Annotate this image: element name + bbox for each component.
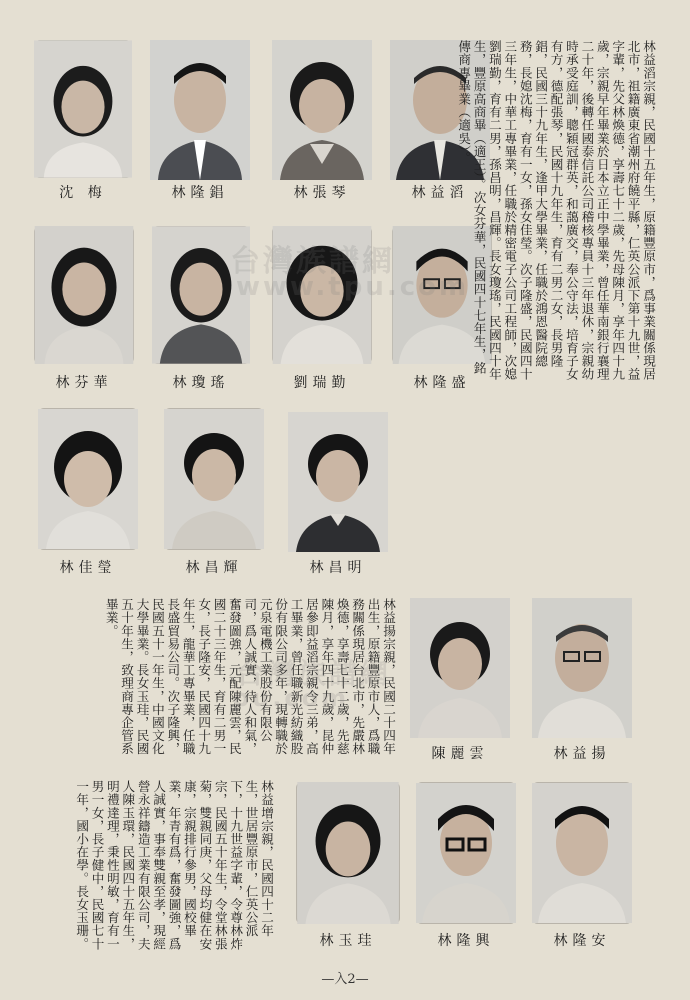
portrait-photo (34, 226, 134, 364)
portrait-photo (272, 40, 372, 180)
portrait-photo (296, 782, 400, 924)
portrait-photo (164, 408, 264, 550)
photo-caption: 林益滔 (411, 185, 469, 201)
biography-text: 林益增宗親，民國四十二年生，世居豐原市，仁英公派下，十九世益字輩，令尊林炸宗，民國五十年生，令堂林張菊，雙親同庚，父母均健在安康，宗親排行參男，國校畢業，年青有爲，奮發圖強，爲人誠實，事奉雙親至孝，現經營永祥鑄造工業有限公司，夫人陳玉環，民國四十五年生，明禮達理，秉性明敏，育有一男一女，長子健中，民國七十一年，國小在學。長女玉珊。 (74, 780, 274, 951)
photo-caption: 沈 梅 (59, 185, 107, 201)
photo-caption: 林隆錩 (171, 185, 229, 201)
portrait-photo (38, 408, 138, 550)
portrait-photo (410, 598, 510, 738)
photo-caption: 劉瑞勤 (293, 375, 351, 391)
photo-caption: 林益揚 (553, 746, 611, 762)
portrait-photo (150, 40, 250, 180)
portrait-photo (288, 412, 388, 552)
watermark: pu.com (232, 684, 350, 712)
photo-caption: 林瓊瑤 (172, 375, 230, 391)
photo-caption: 陳麗雲 (431, 746, 489, 762)
photo-caption: 林昌明 (309, 560, 367, 576)
watermark: 台灣族譜網 (236, 657, 392, 690)
biography-text: 林益揚宗親，民國二十四年出生，原籍豐原市人，爲職務關係現居台北市，先嚴林煥德，享壽七十二歲，先慈陳月，享年四十九歲，昆仲居參即益滔宗親令三弟，高工畢業，曾任職新光紡織股份有限公司多年，現轉職於元泉電機工業股份有限公司，爲人誠實，待人和氣，奮發圖強，元配陳麗雲，民國二十三年生，育有二男一女，長子隆安，民國四十九年生，龍華工專畢業，任職長盛貿易公司。次子隆興，民國五十一年生，中國文化大學畢業。長女玉珪，民國五十年生，致理商專企管系畢業。 (103, 598, 396, 756)
portrait-photo (532, 598, 632, 738)
biography-text: 林益滔宗親，民國十五年生，原籍豐原市，爲事業關係現居北市，祖籍廣東省潮州府饒平縣，仁英公派下第十九世，益字輩，先父林煥德，享壽七十二歲，先母陳月，享年四十九歲，宗親早年畢業於日本立正中學畢業，曾任華南銀行襄理二十年，後轉任國泰信託公司稽核專員十三年退休，宗親幼時承受庭訓，聰穎冠群英，和藹廣交，奉公守法，培育子女有方，德配張琴，民國十九年生，育有二男二女，長男隆錩，民國三十九年生，逢甲大學畢業，任職於鴻恩醫院總務，長媳沈梅，育有一女，孫女佳瑩。次子隆盛，民國四十三年生，中華工專畢業，任職於精密電子公司工程師，次媳劉瑞勤，育有二男，孫昌明，昌輝。長女瓊瑤，民國四十年生，豐原高商畢（適王）。次女芬華，民國四十七年生，銘傳商專畢業（適吳）。 (456, 40, 656, 381)
photo-caption: 林隆盛 (413, 375, 471, 391)
portrait-photo (532, 782, 632, 924)
photo-caption: 林玉珪 (319, 933, 377, 949)
photo-caption: 林張琴 (293, 185, 351, 201)
photo-caption: 林隆興 (437, 933, 495, 949)
portrait-photo (272, 226, 372, 364)
biography-text-continued (408, 408, 658, 568)
photo-caption: 林昌輝 (185, 560, 243, 576)
photo-caption: 林芬華 (55, 375, 113, 391)
portrait-photo (152, 226, 250, 364)
portrait-photo (34, 40, 132, 178)
photo-caption: 林佳瑩 (59, 560, 117, 576)
photo-caption: 林隆安 (553, 933, 611, 949)
page-number: —入2— (321, 972, 369, 987)
portrait-photo (416, 782, 516, 924)
